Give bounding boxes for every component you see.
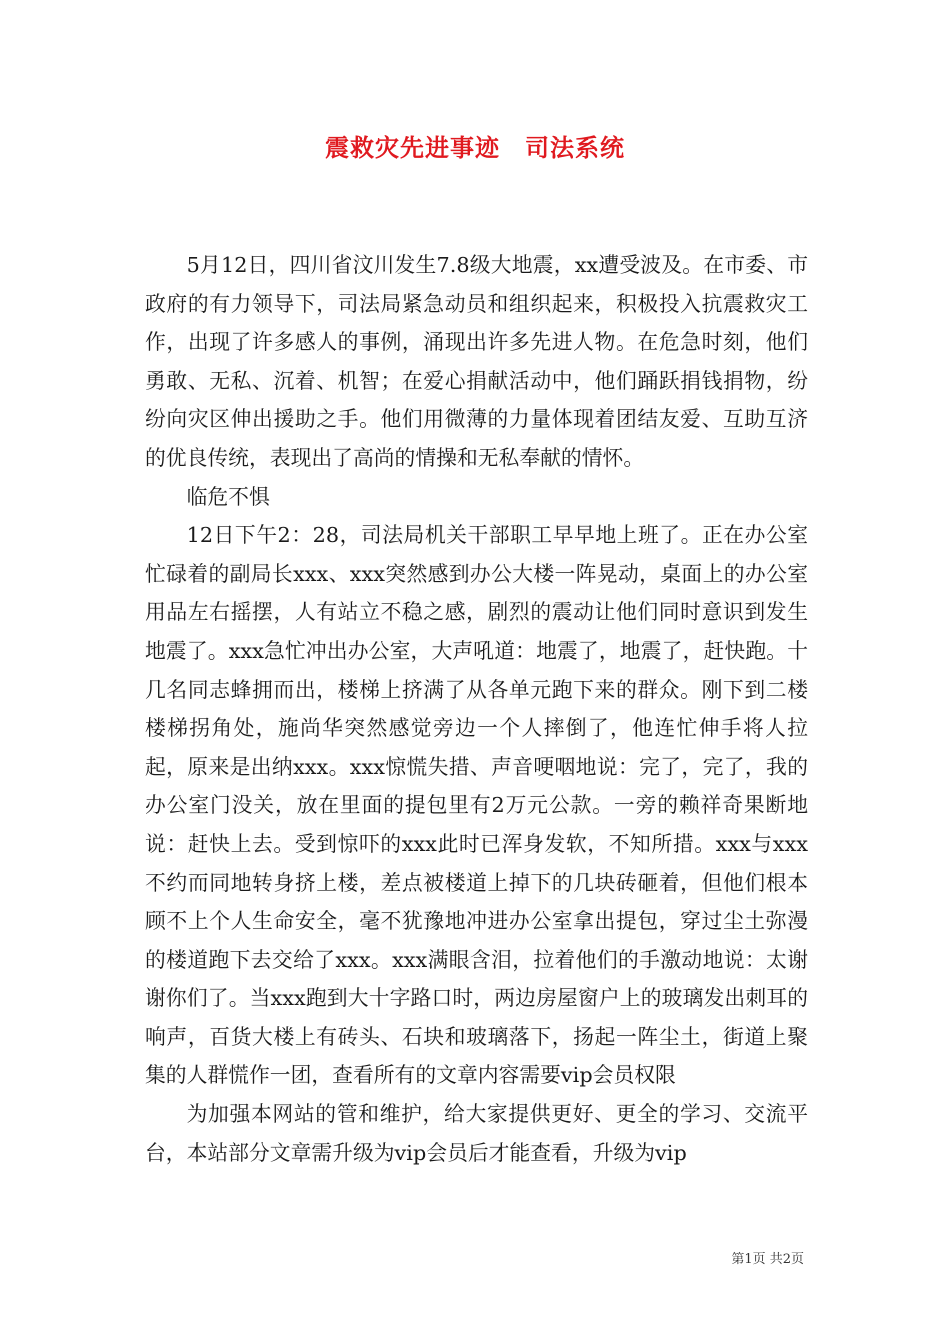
vip-notice-paragraph: 为加强本网站的管和维护，给大家提供更好、更全的学习、交流平台，本站部分文章需升级为vip会员后才能查看，升级为vip (145, 1102, 808, 1165)
story-paragraph: 12日下午2：28，司法局机关干部职工早早地上班了。正在办公室忙碌着的副局长xxx、xxx突然感到办公大楼一阵晃动，桌面上的办公室用品左右摇摆，人有站立不稳之感，剧烈的震动让他们同时意识到发生地震了。xxx急忙冲出办公室，大声吼道：地震了，地震了，赶快跑。十几名同志蜂拥而出，楼梯上挤满了从各单元跑下来的群众。刚下到二楼楼梯拐角处，施尚华突然感觉旁边一个人摔倒了，他连忙伸手将人拉起，原来是出纳xxx。xxx惊慌失措、声音哽咽地说：完了，完了，我的办公室门没关，放在里面的提包里有2万元公款。一旁的赖祥奇果断地说：赶快上去。受到惊吓的xxx此时已浑身发软，不知所措。xxx与xxx不约而同地转身挤上楼，差点被楼道上掉下的几块砖砸着，但他们根本顾不上个人生命安全，毫不犹豫地冲进办公室拿出提包，穿过尘土弥漫的楼道跑下去交给了xxx。xxx满眼含泪，拉着他们的手激动地说：太谢谢你们了。当xxx跑到大十字路口时，两边房屋窗户上的玻璃发出刺耳的响声，百货大楼上有砖头、石块和玻璃落下，扬起一阵尘土，街道上聚集的人群慌作一团，查看所有的文章内容需要vip会员权限 (145, 523, 808, 1088)
page-title: 震救灾先进事迹 司法系统 (325, 133, 625, 162)
document-body (145, 246, 808, 1172)
intro-paragraph: 5月12日，四川省汶川发生7.8级大地震，xx遭受波及。在市委、市政府的有力领导下，司法局紧急动员和组织起来，积极投入抗震救灾工作，出现了许多感人的事例，涌现出许多先进人物。在危急时刻，他们勇敢、无私、沉着、机智；在爱心捐献活动中，他们踊跃捐钱捐物，纷纷向灾区伸出援助之手。他们用微薄的力量体现着团结友爱、互助互济的优良传统，表现出了高尚的情操和无私奉献的情怀。 (145, 253, 808, 470)
section-heading: 临危不惧 (186, 484, 270, 509)
page-number: 第1页 共2页 (731, 1252, 804, 1267)
